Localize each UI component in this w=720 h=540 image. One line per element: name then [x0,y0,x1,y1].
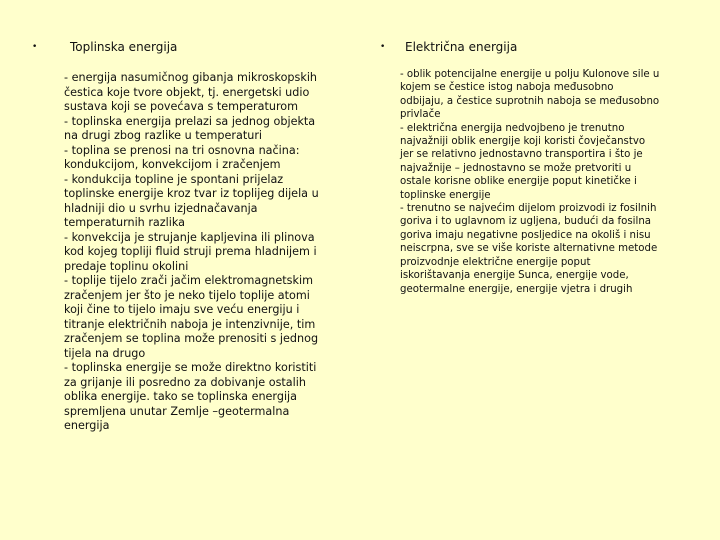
text-line: toplinske energije kroz tvar iz toplijeg dijela u [64,187,319,200]
text-line: toplinske energije [400,189,491,201]
text-line: za grijanje ili posredno za dobivanje ostalih [64,375,306,389]
text-line: odbijaju, a čestice suprotnih naboja se međusobno [400,95,660,107]
text-line: geotermalne energije, energije vjetra i drugih [400,283,633,295]
text-line: ostale korisne oblike energije poput kinetičke i [400,176,637,188]
text-line: neiscrpna, sve se više koriste alternativne metode [400,243,658,255]
text-line: - toplije tijelo zrači jačim elektromagnetskim [64,274,313,287]
text-line: - trenutno se najvećim dijelom proizvodi iz fosilnih [400,203,657,215]
text-line: privlače [400,109,441,121]
text-line: oblika energije. tako se toplinska energija [64,390,298,403]
text-line: zračenjem se toplina može prenositi s jednog [64,332,319,345]
text-line: kondukcijom, konvekcijom i zračenjem [64,158,281,171]
text-line: energija [64,419,110,432]
text-line: - kondukcija topline je spontani prijelaz [64,172,284,186]
text-line: hladniji dio u svrhu izjednačavanja [64,201,258,215]
text-line: - toplina se prenosi na tri osnovna načina: [64,143,300,157]
text-line: temperaturnih razlika [64,216,186,229]
right-body [400,68,659,296]
text-line: - toplinska energije se može direktno koristiti [64,361,317,374]
text-line: čestica koje tvore objekt, tj. energetski udio [64,85,310,99]
left-bullet: • [32,42,38,52]
text-line: - oblik potencijalne energije u polju Kulonove sile u [400,69,660,80]
text-line: - konvekcija je strujanje kapljevina ili plinova [64,230,315,244]
left-body [64,71,319,434]
text-line: goriva i to uglavnom iz ugljena, budući da fosilna [400,216,652,228]
text-line: tijela na drugo [64,346,146,360]
left-heading: Toplinska energija [70,40,178,54]
text-line: titranje električnih naboja je intenzivnije, tim [64,317,316,331]
text-line: kod kojeg topliji fluid struji prema hladnijem i [64,245,317,258]
text-line: jer se relativno jednostavno transportira i što je [400,149,643,161]
text-line: sustava koji se povećava s temperaturom [64,100,299,113]
text-line: iskorištavanja energije Sunca, energije vode, [400,270,629,282]
text-line: najvažniji oblik energije koji koristi čovječanstvo [400,136,646,148]
text-line: goriva imaju negativne posljedice na okoliš i nisu [400,229,651,241]
text-line: zračenjem jer što je neko tijelo toplije atomi [64,288,310,302]
right-heading: Električna energija [405,40,518,54]
text-line: proizvodnje električne energije poput [400,256,591,268]
right-bullet: • [380,42,386,52]
text-line: - energija nasumičnog gibanja mikroskopskih [64,71,318,84]
text-line: koji čine to tijelo imaju sve veću energiju i [64,303,300,316]
text-line: na drugi zbog razlike u temperaturi [64,129,263,142]
text-line: najvažnije – jednostavno se može pretvoriti u [400,162,632,174]
text-line: spremljena unutar Zemlje –geotermalna [64,404,290,418]
text-line: - električna energija nedvojbeno je trenutno [400,122,625,134]
text-line: - toplinska energija prelazi sa jednog objekta [64,114,316,128]
text-line: kojem se čestice istog naboja međusobno [400,82,614,94]
text-line: predaje toplinu okolini [64,259,189,273]
